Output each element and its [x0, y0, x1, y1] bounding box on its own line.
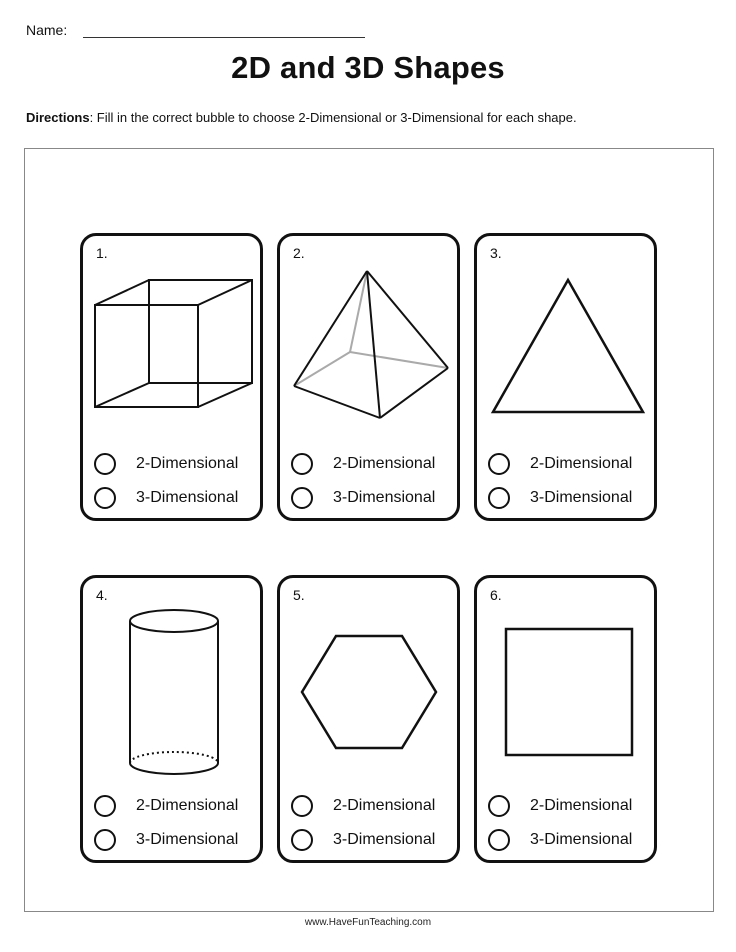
option-label: 3-Dimensional: [136, 489, 239, 506]
shape-card-6: [474, 575, 657, 863]
option-3d[interactable]: [94, 487, 238, 509]
card-number: 1.: [96, 245, 108, 261]
triangle-icon: [477, 236, 654, 446]
option-label: 3-Dimensional: [333, 831, 436, 848]
option-3d[interactable]: [291, 487, 435, 509]
option-3d[interactable]: [291, 829, 435, 851]
answer-bubble[interactable]: [488, 795, 510, 817]
shape-card-5: [277, 575, 460, 863]
option-2d[interactable]: [291, 453, 435, 475]
option-label: 2-Dimensional: [136, 797, 239, 814]
answer-bubble[interactable]: [291, 829, 313, 851]
pyramid-icon: [280, 236, 457, 446]
option-label: 2-Dimensional: [530, 455, 633, 472]
option-3d[interactable]: [488, 829, 632, 851]
directions-label: Directions: [26, 110, 90, 125]
card-number: 2.: [293, 245, 305, 261]
option-2d[interactable]: [94, 453, 238, 475]
option-label: 2-Dimensional: [333, 455, 436, 472]
option-2d[interactable]: [488, 795, 632, 817]
option-label: 3-Dimensional: [136, 831, 239, 848]
shape-card-1: [80, 233, 263, 521]
answer-bubble[interactable]: [94, 795, 116, 817]
answer-bubble[interactable]: [488, 829, 510, 851]
hexagon-icon: [280, 578, 457, 788]
shape-card-2: [277, 233, 460, 521]
answer-bubble[interactable]: [291, 487, 313, 509]
option-2d[interactable]: [94, 795, 238, 817]
card-number: 5.: [293, 587, 305, 603]
name-input-line[interactable]: [83, 25, 365, 38]
option-label: 2-Dimensional: [530, 797, 633, 814]
option-label: 2-Dimensional: [136, 455, 239, 472]
option-label: 3-Dimensional: [530, 489, 633, 506]
square-icon: [477, 578, 654, 788]
answer-bubble[interactable]: [291, 453, 313, 475]
cylinder-icon: [83, 578, 260, 788]
option-label: 2-Dimensional: [333, 797, 436, 814]
card-number: 4.: [96, 587, 108, 603]
card-number: 6.: [490, 587, 502, 603]
option-3d[interactable]: [488, 487, 632, 509]
option-3d[interactable]: [94, 829, 238, 851]
option-label: 3-Dimensional: [333, 489, 436, 506]
option-2d[interactable]: [291, 795, 435, 817]
answer-bubble[interactable]: [94, 487, 116, 509]
name-label: Name:: [26, 22, 68, 38]
option-2d[interactable]: [488, 453, 632, 475]
shape-card-4: [80, 575, 263, 863]
page-title: 2D and 3D Shapes: [231, 50, 505, 85]
answer-bubble[interactable]: [488, 487, 510, 509]
footer-url: www.HaveFunTeaching.com: [304, 917, 432, 928]
card-number: 3.: [490, 245, 502, 261]
answer-bubble[interactable]: [94, 829, 116, 851]
cube-icon: [83, 236, 260, 446]
name-row: [26, 22, 365, 38]
answer-bubble[interactable]: [94, 453, 116, 475]
shape-card-3: [474, 233, 657, 521]
answer-bubble[interactable]: [488, 453, 510, 475]
directions-text: : Fill in the correct bubble to choose 2-Dimensional or 3-Dimensional for each shape.: [89, 110, 577, 125]
option-label: 3-Dimensional: [530, 831, 633, 848]
answer-bubble[interactable]: [291, 795, 313, 817]
directions: [26, 110, 577, 125]
